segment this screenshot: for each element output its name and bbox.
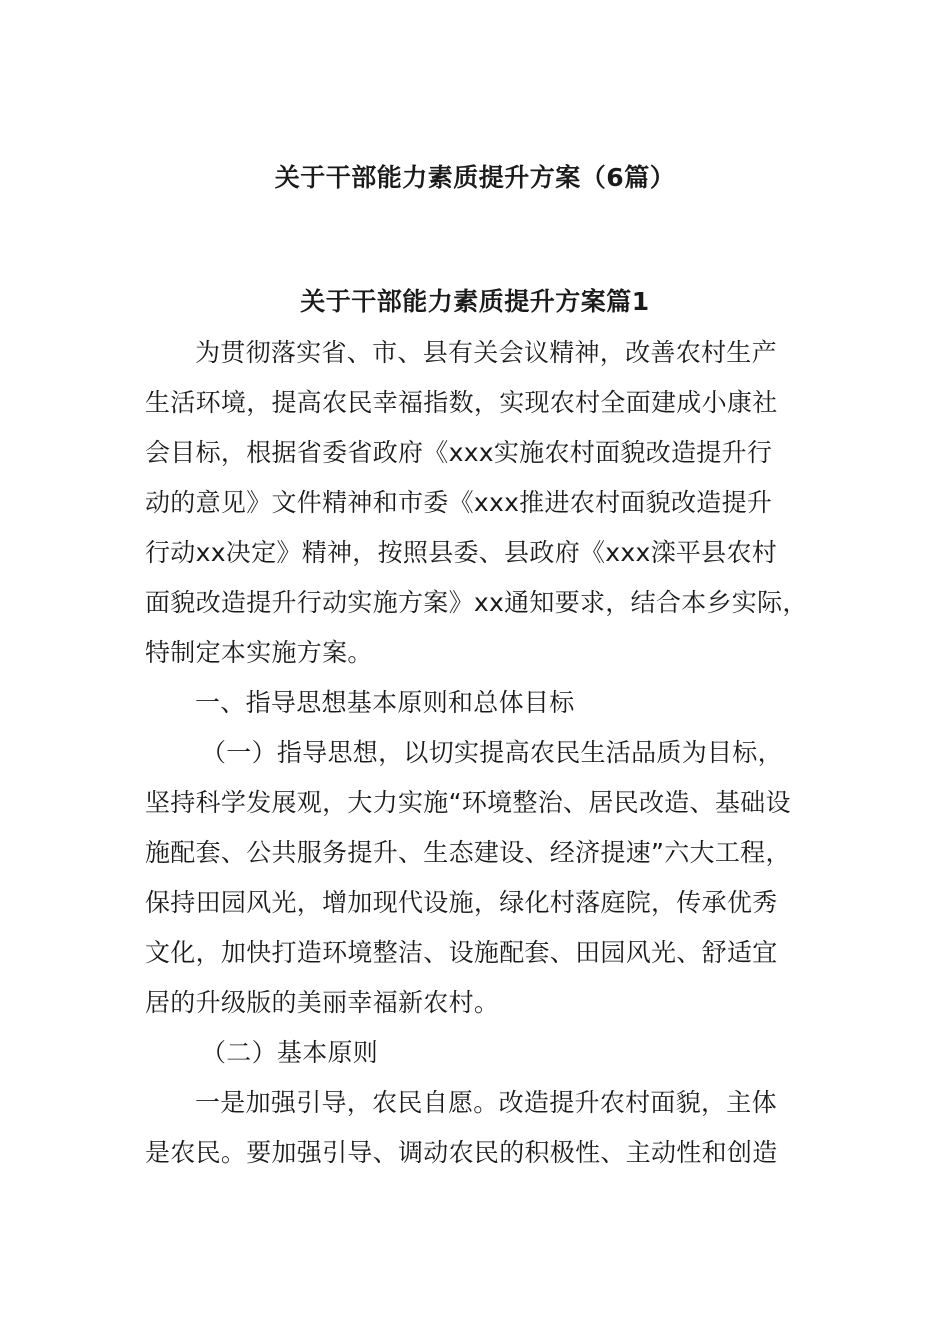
paragraph-line: 动的意见》文件精神和市委《xxx推进农村面貌改造提升	[145, 488, 773, 517]
paragraph-line: 文化，加快打造环境整洁、设施配套、田园风光、舒适宜	[145, 938, 778, 967]
paragraph-line: 为贯彻落实省、市、县有关会议精神，改善农村生产	[195, 338, 777, 367]
paragraph-line: 面貌改造提升行动实施方案》xx通知要求，结合本乡实际，	[145, 588, 808, 617]
paragraph-line: 生活环境，提高农民幸福指数，实现农村全面建成小康社	[145, 388, 778, 417]
document-title: 关于干部能力素质提升方案（6篇）	[274, 163, 676, 192]
paragraph-line: 会目标，根据省委省政府《xxx实施农村面貌改造提升行	[145, 438, 773, 467]
heading-line: 一、指导思想基本原则和总体目标	[195, 688, 575, 717]
paragraph-line: 是农民。要加强引导、调动农民的积极性、主动性和创造	[145, 1138, 778, 1167]
heading-line: （二）基本原则	[201, 1038, 379, 1067]
paragraph-line: 坚持科学发展观，大力实施“环境整治、居民改造、基础设	[145, 788, 791, 817]
paragraph-line: 保持田园风光，增加现代设施，绿化村落庭院，传承优秀	[145, 888, 778, 917]
paragraph-line: 行动xx决定》精神，按照县委、县政府《xxx滦平县农村	[145, 538, 778, 567]
section-title: 关于干部能力素质提升方案篇1	[300, 287, 650, 316]
paragraph-line: （一）指导思想，以切实提高农民生活品质为目标，	[201, 738, 783, 767]
paragraph-line: 居的升级版的美丽幸福新农村。	[145, 988, 500, 1017]
paragraph-line: 施配套、公共服务提升、生态建设、经济提速”六大工程，	[145, 838, 791, 867]
paragraph-line: 一是加强引导，农民自愿。改造提升农村面貌，主体	[195, 1088, 777, 1117]
paragraph-line: 特制定本实施方案。	[145, 638, 373, 667]
body-text	[145, 328, 835, 1178]
